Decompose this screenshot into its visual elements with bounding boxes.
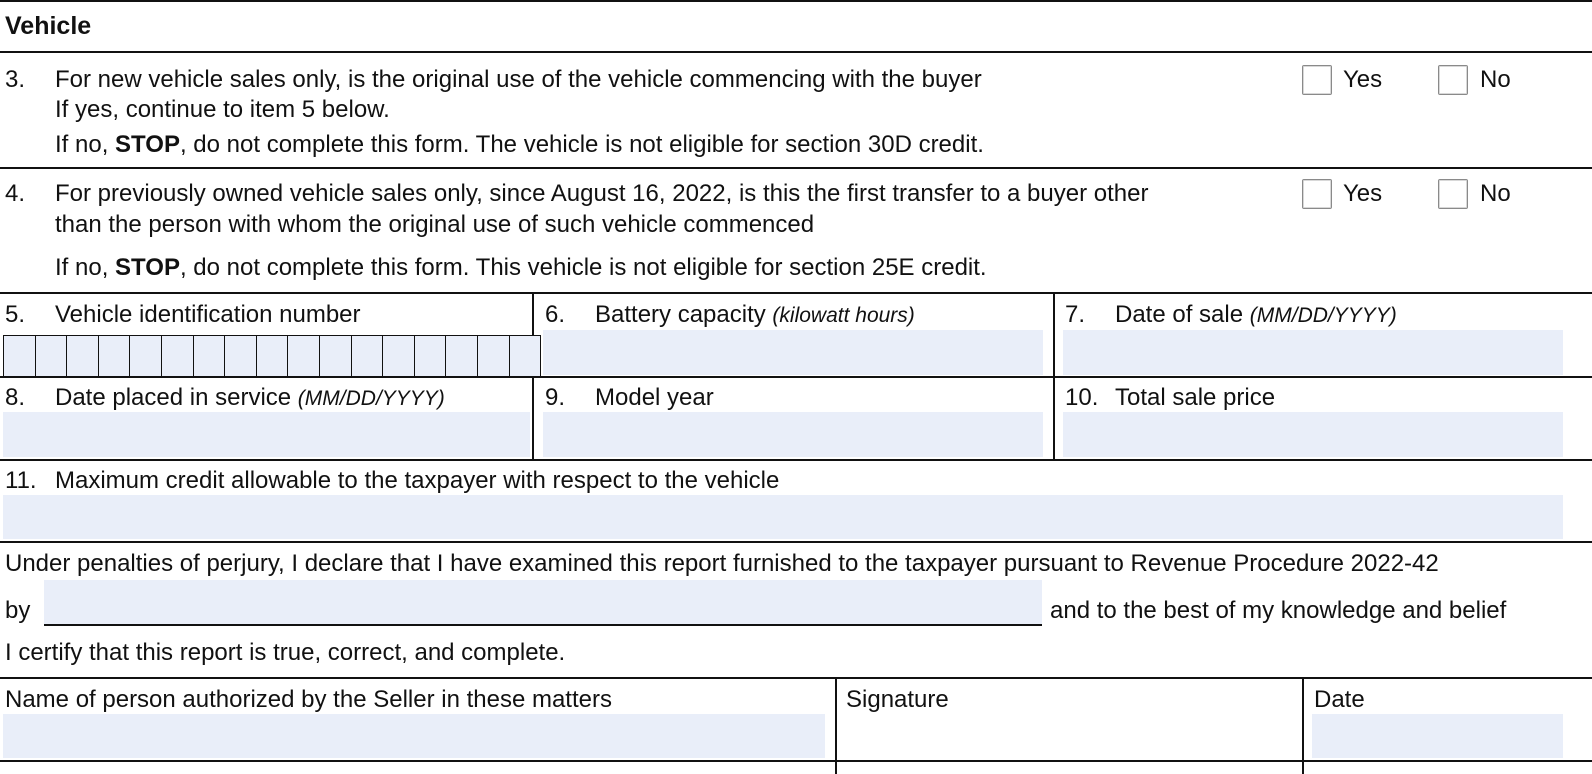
vin-input[interactable] [3, 335, 541, 377]
vin-box-17[interactable] [510, 336, 541, 376]
vin-box-16[interactable] [478, 336, 510, 376]
item10-number: 10. [1065, 384, 1099, 411]
item4-no-checkbox[interactable] [1438, 179, 1468, 209]
section-title-rule [0, 51, 1592, 53]
item4-no-instruction: If no, STOP, do not complete this form. This vehicle is not eligible for section 25E credit. [55, 254, 987, 281]
declaration-line1: Under penalties of perjury, I declare that I have examined this report furnished to the taxpayer pursuant to Revenue Procedure 2022-42 [5, 550, 1439, 577]
item10-label: Total sale price [1115, 384, 1276, 411]
item4-question-line1: For previously owned vehicle sales only, since August 16, 2022, is this the first transfer to a buyer other [55, 180, 1149, 207]
row-5-7-rule [0, 376, 1592, 378]
vin-box-8[interactable] [225, 336, 257, 376]
model-year-field[interactable] [543, 412, 1043, 457]
item4-number: 4. [5, 180, 26, 207]
date-placed-in-service-field[interactable] [3, 412, 530, 457]
item3-stop: STOP [115, 131, 180, 158]
item4-stop: STOP [115, 254, 180, 281]
item3-yes-instruction: If yes, continue to item 5 below. [55, 96, 390, 123]
declaration-line2-suffix: and to the best of my knowledge and belief [1050, 597, 1507, 624]
item11-rule [0, 541, 1592, 543]
declaration-line3: I certify that this report is true, correct, and complete. [5, 639, 566, 666]
signature-date-field[interactable] [1312, 714, 1563, 758]
vin-box-6[interactable] [162, 336, 194, 376]
vin-box-13[interactable] [383, 336, 415, 376]
item9-label: Model year [595, 384, 714, 411]
top-rule [0, 0, 1592, 2]
date-label: Date [1314, 686, 1365, 713]
item3-question: For new vehicle sales only, is the original use of the vehicle commencing with the buyer [55, 66, 982, 93]
item6-number: 6. [545, 301, 566, 328]
item3-no-label: No [1480, 66, 1511, 93]
declaration-rule [0, 677, 1592, 679]
vin-box-2[interactable] [36, 336, 68, 376]
item7-number: 7. [1065, 301, 1086, 328]
item11-number: 11. [5, 467, 37, 494]
item6-label: Battery capacity (kilowatt hours) [595, 301, 915, 328]
section-title: Vehicle [5, 12, 92, 40]
bottom-rule [0, 760, 1592, 762]
taxpayer-name-field[interactable] [44, 580, 1042, 624]
item4-yes-checkbox[interactable] [1302, 179, 1332, 209]
item5-label: Vehicle identification number [55, 301, 361, 328]
maximum-credit-field[interactable] [3, 495, 1563, 539]
authorized-name-field[interactable] [3, 714, 825, 758]
item4-yes-label: Yes [1343, 180, 1383, 207]
vin-box-9[interactable] [257, 336, 289, 376]
vin-box-15[interactable] [446, 336, 478, 376]
item3-yes-checkbox[interactable] [1302, 65, 1332, 95]
item3-no-checkbox[interactable] [1438, 65, 1468, 95]
vin-box-12[interactable] [352, 336, 384, 376]
taxpayer-name-underline [44, 624, 1042, 626]
item7-label: Date of sale (MM/DD/YYYY) [1115, 301, 1397, 328]
item8-label: Date placed in service (MM/DD/YYYY) [55, 384, 445, 411]
item4-rule [0, 292, 1592, 294]
vin-box-14[interactable] [415, 336, 447, 376]
item5-number: 5. [5, 301, 26, 328]
declaration-by-label: by [5, 597, 31, 624]
total-sale-price-field[interactable] [1063, 412, 1563, 457]
item11-label: Maximum credit allowable to the taxpayer with respect to the vehicle [55, 467, 780, 494]
item7-format: (MM/DD/YYYY) [1249, 304, 1397, 327]
row-8-10-rule [0, 459, 1592, 461]
signature-area[interactable] [846, 714, 1294, 758]
item6-unit: (kilowatt hours) [772, 304, 915, 327]
vin-box-4[interactable] [99, 336, 131, 376]
item8-number: 8. [5, 384, 26, 411]
item3-rule [0, 167, 1592, 169]
vin-box-11[interactable] [320, 336, 352, 376]
item4-no-label: No [1480, 180, 1511, 207]
item3-no-instruction: If no, STOP, do not complete this form. The vehicle is not eligible for section 30D credit. [55, 131, 984, 158]
vin-box-10[interactable] [288, 336, 320, 376]
item4-question-line2: than the person with whom the original use of such vehicle commenced [55, 211, 815, 238]
vin-box-7[interactable] [194, 336, 226, 376]
vin-box-1[interactable] [4, 336, 36, 376]
signature-label: Signature [846, 686, 949, 713]
battery-capacity-field[interactable] [543, 330, 1043, 375]
item9-number: 9. [545, 384, 566, 411]
vin-box-3[interactable] [67, 336, 99, 376]
authorized-name-label: Name of person authorized by the Seller in these matters [5, 686, 612, 713]
item3-yes-label: Yes [1343, 66, 1383, 93]
item8-format: (MM/DD/YYYY) [297, 387, 445, 410]
date-of-sale-field[interactable] [1063, 330, 1563, 375]
item3-number: 3. [5, 66, 26, 93]
vin-box-5[interactable] [130, 336, 162, 376]
